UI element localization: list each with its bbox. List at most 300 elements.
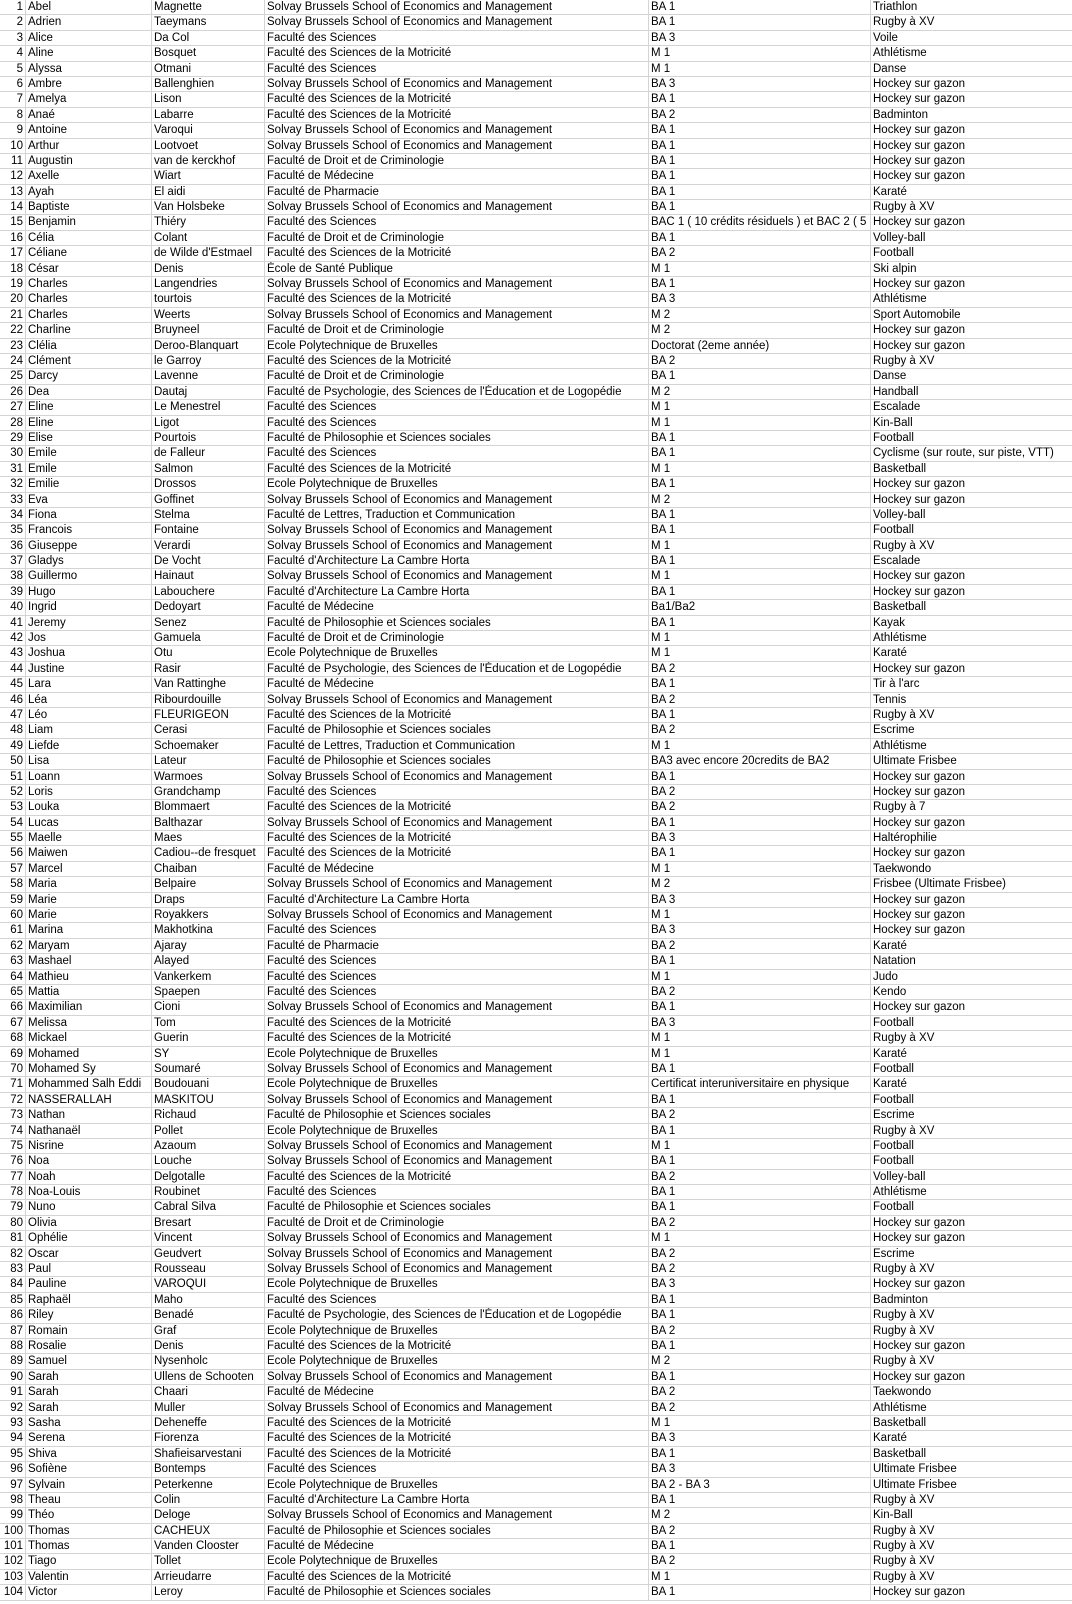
last-name-cell[interactable]: Ligot: [152, 416, 265, 430]
faculty-cell[interactable]: Faculté de Philosophie et Sciences sociales: [265, 1200, 649, 1214]
faculty-cell[interactable]: Ecole Polytechnique de Bruxelles: [265, 1277, 649, 1291]
sport-cell[interactable]: Hockey sur gazon: [873, 170, 966, 183]
first-name-cell[interactable]: Serena: [26, 1431, 152, 1445]
faculty-cell[interactable]: Solvay Brussels School of Economics and Management: [265, 1231, 649, 1245]
first-name-cell[interactable]: Maiwen: [26, 846, 152, 860]
row-number[interactable]: 46: [0, 693, 26, 707]
last-name-cell[interactable]: Da Col: [152, 31, 265, 45]
faculty-cell[interactable]: Faculté de Médecine: [265, 600, 649, 614]
study-year-cell[interactable]: BA 2: [649, 785, 871, 799]
row-number[interactable]: 21: [0, 308, 26, 322]
last-name-cell[interactable]: Ribourdouille: [152, 693, 265, 707]
last-name-cell[interactable]: Maes: [152, 831, 265, 845]
sport-cell[interactable]: Basketball: [873, 1416, 927, 1429]
sport-cell[interactable]: Karaté: [873, 1078, 907, 1091]
sport-cell[interactable]: Hockey sur gazon: [873, 339, 966, 352]
faculty-cell[interactable]: Faculté des Sciences de la Motricité: [265, 1416, 649, 1430]
faculty-cell[interactable]: Faculté des Sciences: [265, 970, 649, 984]
faculty-cell[interactable]: Faculté des Sciences: [265, 416, 649, 430]
first-name-cell[interactable]: Liefde: [26, 739, 152, 753]
last-name-cell[interactable]: Geudvert: [152, 1247, 265, 1261]
first-name-cell[interactable]: Ambre: [26, 77, 152, 91]
study-year-cell[interactable]: M 1: [649, 1570, 871, 1584]
sport-cell[interactable]: Rugby à XV: [873, 708, 935, 721]
sport-cell[interactable]: Karaté: [873, 1047, 907, 1060]
sport-cell[interactable]: Escrime: [873, 724, 915, 737]
study-year-cell[interactable]: BA 2: [649, 1108, 871, 1122]
study-year-cell[interactable]: BA 2 - BA 3: [649, 1478, 871, 1492]
faculty-cell[interactable]: Solvay Brussels School of Economics and Management: [265, 523, 649, 537]
first-name-cell[interactable]: Francois: [26, 523, 152, 537]
faculty-cell[interactable]: Faculté de Droit et de Criminologie: [265, 1216, 649, 1230]
faculty-cell[interactable]: Faculté des Sciences de la Motricité: [265, 462, 649, 476]
row-number[interactable]: 80: [0, 1216, 26, 1230]
study-year-cell[interactable]: BA 2: [649, 1385, 871, 1399]
last-name-cell[interactable]: Chaari: [152, 1385, 265, 1399]
last-name-cell[interactable]: Otu: [152, 646, 265, 660]
row-number[interactable]: 87: [0, 1324, 26, 1338]
faculty-cell[interactable]: Faculté des Sciences: [265, 446, 649, 460]
sport-cell[interactable]: Hockey sur gazon: [873, 1370, 966, 1383]
faculty-cell[interactable]: Solvay Brussels School of Economics and Management: [265, 1062, 649, 1076]
study-year-cell[interactable]: BA 2: [649, 1216, 871, 1230]
first-name-cell[interactable]: Charline: [26, 323, 152, 337]
first-name-cell[interactable]: Clément: [26, 354, 152, 368]
first-name-cell[interactable]: Ayah: [26, 185, 152, 199]
row-number[interactable]: 104: [0, 1585, 26, 1599]
first-name-cell[interactable]: Dea: [26, 385, 152, 399]
last-name-cell[interactable]: van de kerckhof: [152, 154, 265, 168]
faculty-cell[interactable]: Solvay Brussels School of Economics and Management: [265, 0, 649, 14]
first-name-cell[interactable]: Benjamin: [26, 215, 152, 229]
faculty-cell[interactable]: Faculté des Sciences de la Motricité: [265, 1031, 649, 1045]
last-name-cell[interactable]: Ullens de Schooten: [152, 1370, 265, 1384]
row-number[interactable]: 67: [0, 1016, 26, 1030]
study-year-cell[interactable]: BAC 1 ( 10 crédits résiduels ) et BAC 2 ( 5: [649, 215, 871, 229]
first-name-cell[interactable]: Sarah: [26, 1401, 152, 1415]
first-name-cell[interactable]: Anaé: [26, 108, 152, 122]
row-number[interactable]: 32: [0, 477, 26, 491]
first-name-cell[interactable]: Maria: [26, 877, 152, 891]
last-name-cell[interactable]: Peterkenne: [152, 1478, 265, 1492]
row-number[interactable]: 11: [0, 154, 26, 168]
study-year-cell[interactable]: BA 1: [649, 616, 871, 630]
row-number[interactable]: 78: [0, 1185, 26, 1199]
first-name-cell[interactable]: Eline: [26, 400, 152, 414]
study-year-cell[interactable]: BA 1: [649, 1293, 871, 1307]
last-name-cell[interactable]: MASKITOU: [152, 1093, 265, 1107]
first-name-cell[interactable]: Mohammed Salh Eddi: [26, 1077, 152, 1091]
first-name-cell[interactable]: Louka: [26, 800, 152, 814]
last-name-cell[interactable]: Otmani: [152, 62, 265, 76]
sport-cell[interactable]: Hockey sur gazon: [873, 570, 966, 583]
first-name-cell[interactable]: Abel: [26, 0, 152, 14]
study-year-cell[interactable]: BA 1: [649, 1000, 871, 1014]
first-name-cell[interactable]: Oscar: [26, 1247, 152, 1261]
first-name-cell[interactable]: Nisrine: [26, 1139, 152, 1153]
sport-cell[interactable]: Sport Automobile: [873, 308, 961, 321]
first-name-cell[interactable]: Maryam: [26, 939, 152, 953]
sport-cell[interactable]: Hockey sur gazon: [873, 77, 966, 90]
last-name-cell[interactable]: Schoemaker: [152, 739, 265, 753]
study-year-cell[interactable]: M 2: [649, 308, 871, 322]
study-year-cell[interactable]: BA 1: [649, 554, 871, 568]
sport-cell[interactable]: Hockey sur gazon: [873, 924, 966, 937]
study-year-cell[interactable]: BA 1: [649, 1200, 871, 1214]
sport-cell[interactable]: Rugby à XV: [873, 1570, 935, 1583]
study-year-cell[interactable]: BA 1: [649, 1370, 871, 1384]
study-year-cell[interactable]: BA 1: [649, 169, 871, 183]
last-name-cell[interactable]: de Falleur: [152, 446, 265, 460]
first-name-cell[interactable]: Ophélie: [26, 1231, 152, 1245]
sport-cell[interactable]: Athlétisme: [873, 739, 927, 752]
last-name-cell[interactable]: Bosquet: [152, 46, 265, 60]
row-number[interactable]: 5: [0, 62, 26, 76]
first-name-cell[interactable]: Maelle: [26, 831, 152, 845]
study-year-cell[interactable]: BA 1: [649, 508, 871, 522]
study-year-cell[interactable]: M 2: [649, 493, 871, 507]
study-year-cell[interactable]: BA 3: [649, 292, 871, 306]
last-name-cell[interactable]: Chaiban: [152, 862, 265, 876]
study-year-cell[interactable]: BA 1: [649, 585, 871, 599]
sport-cell[interactable]: Ultimate Frisbee: [873, 755, 957, 768]
first-name-cell[interactable]: Gladys: [26, 554, 152, 568]
faculty-cell[interactable]: Faculté des Sciences: [265, 923, 649, 937]
row-number[interactable]: 90: [0, 1370, 26, 1384]
study-year-cell[interactable]: BA 2: [649, 354, 871, 368]
sport-cell[interactable]: Tennis: [873, 693, 907, 706]
first-name-cell[interactable]: Axelle: [26, 169, 152, 183]
faculty-cell[interactable]: Faculté de Droit et de Criminologie: [265, 154, 649, 168]
faculty-cell[interactable]: Faculté de Philosophie et Sciences sociales: [265, 616, 649, 630]
faculty-cell[interactable]: Faculté de Médecine: [265, 169, 649, 183]
faculty-cell[interactable]: Faculté de Pharmacie: [265, 185, 649, 199]
last-name-cell[interactable]: Blommaert: [152, 800, 265, 814]
row-number[interactable]: 24: [0, 354, 26, 368]
row-number[interactable]: 13: [0, 185, 26, 199]
faculty-cell[interactable]: Faculté des Sciences: [265, 215, 649, 229]
faculty-cell[interactable]: Faculté des Sciences de la Motricité: [265, 1016, 649, 1030]
row-number[interactable]: 2: [0, 15, 26, 29]
study-year-cell[interactable]: BA 1: [649, 1185, 871, 1199]
study-year-cell[interactable]: BA 2: [649, 723, 871, 737]
first-name-cell[interactable]: Darcy: [26, 369, 152, 383]
first-name-cell[interactable]: Nathan: [26, 1108, 152, 1122]
first-name-cell[interactable]: Thomas: [26, 1539, 152, 1553]
study-year-cell[interactable]: BA 1: [649, 200, 871, 214]
faculty-cell[interactable]: Faculté de Droit et de Criminologie: [265, 631, 649, 645]
row-number[interactable]: 89: [0, 1354, 26, 1368]
sport-cell[interactable]: Haltérophilie: [873, 832, 937, 845]
sport-cell[interactable]: Hockey sur gazon: [873, 785, 966, 798]
study-year-cell[interactable]: M 1: [649, 262, 871, 276]
sport-cell[interactable]: Escrime: [873, 1109, 915, 1122]
last-name-cell[interactable]: Varoqui: [152, 123, 265, 137]
sport-cell[interactable]: Karaté: [873, 185, 907, 198]
faculty-cell[interactable]: Faculté des Sciences: [265, 31, 649, 45]
sport-cell[interactable]: Rugby à XV: [873, 16, 935, 29]
last-name-cell[interactable]: tourtois: [152, 292, 265, 306]
last-name-cell[interactable]: Warmoes: [152, 770, 265, 784]
row-number[interactable]: 31: [0, 462, 26, 476]
faculty-cell[interactable]: Faculté des Sciences de la Motricité: [265, 46, 649, 60]
last-name-cell[interactable]: Bresart: [152, 1216, 265, 1230]
study-year-cell[interactable]: BA 1: [649, 477, 871, 491]
sport-cell[interactable]: Kayak: [873, 616, 905, 629]
first-name-cell[interactable]: Eline: [26, 416, 152, 430]
row-number[interactable]: 84: [0, 1277, 26, 1291]
faculty-cell[interactable]: Ecole Polytechnique de Bruxelles: [265, 477, 649, 491]
row-number[interactable]: 75: [0, 1139, 26, 1153]
faculty-cell[interactable]: Solvay Brussels School of Economics and Management: [265, 770, 649, 784]
study-year-cell[interactable]: BA 1: [649, 154, 871, 168]
faculty-cell[interactable]: Faculté des Sciences: [265, 400, 649, 414]
last-name-cell[interactable]: Ajaray: [152, 939, 265, 953]
last-name-cell[interactable]: Grandchamp: [152, 785, 265, 799]
row-number[interactable]: 98: [0, 1493, 26, 1507]
sport-cell[interactable]: Taekwondo: [873, 862, 932, 875]
faculty-cell[interactable]: Faculté de Philosophie et Sciences sociales: [265, 754, 649, 768]
sport-cell[interactable]: Karaté: [873, 647, 907, 660]
last-name-cell[interactable]: Draps: [152, 893, 265, 907]
faculty-cell[interactable]: Faculté des Sciences de la Motricité: [265, 708, 649, 722]
row-number[interactable]: 27: [0, 400, 26, 414]
first-name-cell[interactable]: Noah: [26, 1170, 152, 1184]
row-number[interactable]: 55: [0, 831, 26, 845]
first-name-cell[interactable]: Jeremy: [26, 616, 152, 630]
sport-cell[interactable]: Football: [873, 1016, 914, 1029]
last-name-cell[interactable]: Hainaut: [152, 569, 265, 583]
row-number[interactable]: 99: [0, 1508, 26, 1522]
sport-cell[interactable]: Hockey sur gazon: [873, 1586, 966, 1599]
faculty-cell[interactable]: Faculté des Sciences: [265, 1293, 649, 1307]
row-number[interactable]: 50: [0, 754, 26, 768]
study-year-cell[interactable]: BA 1: [649, 1447, 871, 1461]
row-number[interactable]: 57: [0, 862, 26, 876]
study-year-cell[interactable]: M 1: [649, 569, 871, 583]
first-name-cell[interactable]: Liam: [26, 723, 152, 737]
sport-cell[interactable]: Frisbee (Ultimate Frisbee): [873, 878, 1006, 891]
study-year-cell[interactable]: M 1: [649, 739, 871, 753]
sport-cell[interactable]: Tir à l'arc: [873, 678, 920, 691]
last-name-cell[interactable]: CACHEUX: [152, 1524, 265, 1538]
row-number[interactable]: 72: [0, 1093, 26, 1107]
study-year-cell[interactable]: BA 1: [649, 0, 871, 14]
sport-cell[interactable]: Volley-ball: [873, 508, 926, 521]
first-name-cell[interactable]: Clélia: [26, 339, 152, 353]
study-year-cell[interactable]: M 1: [649, 970, 871, 984]
sport-cell[interactable]: Rugby à XV: [873, 201, 935, 214]
row-number[interactable]: 42: [0, 631, 26, 645]
first-name-cell[interactable]: Tiago: [26, 1554, 152, 1568]
first-name-cell[interactable]: Antoine: [26, 123, 152, 137]
sport-cell[interactable]: Hockey sur gazon: [873, 770, 966, 783]
faculty-cell[interactable]: Solvay Brussels School of Economics and Management: [265, 123, 649, 137]
faculty-cell[interactable]: Faculté de Psychologie, des Sciences de l'Éducation et de Logopédie: [265, 385, 649, 399]
sport-cell[interactable]: Rugby à XV: [873, 539, 935, 552]
faculty-cell[interactable]: Faculté des Sciences: [265, 62, 649, 76]
first-name-cell[interactable]: Victor: [26, 1585, 152, 1599]
last-name-cell[interactable]: Vankerkem: [152, 970, 265, 984]
study-year-cell[interactable]: BA 1: [649, 185, 871, 199]
faculty-cell[interactable]: Faculté des Sciences de la Motricité: [265, 1570, 649, 1584]
first-name-cell[interactable]: Lisa: [26, 754, 152, 768]
sport-cell[interactable]: Hockey sur gazon: [873, 139, 966, 152]
study-year-cell[interactable]: BA 3: [649, 1431, 871, 1445]
sport-cell[interactable]: Athlétisme: [873, 47, 927, 60]
first-name-cell[interactable]: Mashael: [26, 954, 152, 968]
last-name-cell[interactable]: Soumaré: [152, 1062, 265, 1076]
first-name-cell[interactable]: Paul: [26, 1262, 152, 1276]
first-name-cell[interactable]: Fiona: [26, 508, 152, 522]
row-number[interactable]: 28: [0, 416, 26, 430]
row-number[interactable]: 96: [0, 1462, 26, 1476]
study-year-cell[interactable]: M 1: [649, 646, 871, 660]
row-number[interactable]: 61: [0, 923, 26, 937]
row-number[interactable]: 71: [0, 1077, 26, 1091]
row-number[interactable]: 10: [0, 139, 26, 153]
last-name-cell[interactable]: VAROQUI: [152, 1277, 265, 1291]
row-number[interactable]: 8: [0, 108, 26, 122]
faculty-cell[interactable]: Faculté de Médecine: [265, 1539, 649, 1553]
study-year-cell[interactable]: BA 3: [649, 31, 871, 45]
first-name-cell[interactable]: Sarah: [26, 1370, 152, 1384]
last-name-cell[interactable]: Dautaj: [152, 385, 265, 399]
last-name-cell[interactable]: Colin: [152, 1493, 265, 1507]
study-year-cell[interactable]: BA 1: [649, 708, 871, 722]
study-year-cell[interactable]: M 2: [649, 323, 871, 337]
row-number[interactable]: 4: [0, 46, 26, 60]
last-name-cell[interactable]: Tom: [152, 1016, 265, 1030]
sport-cell[interactable]: Football: [873, 431, 914, 444]
sport-cell[interactable]: Karaté: [873, 939, 907, 952]
study-year-cell[interactable]: BA 1: [649, 431, 871, 445]
row-number[interactable]: 66: [0, 1000, 26, 1014]
first-name-cell[interactable]: Eva: [26, 493, 152, 507]
last-name-cell[interactable]: Dedoyart: [152, 600, 265, 614]
row-number[interactable]: 7: [0, 92, 26, 106]
study-year-cell[interactable]: M 1: [649, 908, 871, 922]
last-name-cell[interactable]: Alayed: [152, 954, 265, 968]
faculty-cell[interactable]: Faculté des Sciences: [265, 1185, 649, 1199]
row-number[interactable]: 51: [0, 770, 26, 784]
faculty-cell[interactable]: Solvay Brussels School of Economics and Management: [265, 1093, 649, 1107]
row-number[interactable]: 76: [0, 1154, 26, 1168]
last-name-cell[interactable]: Belpaire: [152, 877, 265, 891]
sport-cell[interactable]: Hockey sur gazon: [873, 1278, 966, 1291]
first-name-cell[interactable]: Léo: [26, 708, 152, 722]
study-year-cell[interactable]: BA 2: [649, 800, 871, 814]
study-year-cell[interactable]: BA 1: [649, 816, 871, 830]
sport-cell[interactable]: Hockey sur gazon: [873, 893, 966, 906]
faculty-cell[interactable]: Faculté de Lettres, Traduction et Communication: [265, 508, 649, 522]
first-name-cell[interactable]: Marina: [26, 923, 152, 937]
last-name-cell[interactable]: Deheneffe: [152, 1416, 265, 1430]
last-name-cell[interactable]: Lavenne: [152, 369, 265, 383]
sport-cell[interactable]: Hockey sur gazon: [873, 662, 966, 675]
sport-cell[interactable]: Hockey sur gazon: [873, 1216, 966, 1229]
first-name-cell[interactable]: Valentin: [26, 1570, 152, 1584]
sport-cell[interactable]: Hockey sur gazon: [873, 278, 966, 291]
faculty-cell[interactable]: Faculté de Philosophie et Sciences sociales: [265, 431, 649, 445]
sport-cell[interactable]: Hockey sur gazon: [873, 493, 966, 506]
row-number[interactable]: 58: [0, 877, 26, 891]
study-year-cell[interactable]: M 1: [649, 400, 871, 414]
first-name-cell[interactable]: Justine: [26, 662, 152, 676]
row-number[interactable]: 30: [0, 446, 26, 460]
study-year-cell[interactable]: BA 1: [649, 139, 871, 153]
faculty-cell[interactable]: Solvay Brussels School of Economics and Management: [265, 569, 649, 583]
sport-cell[interactable]: Natation: [873, 955, 916, 968]
first-name-cell[interactable]: Célia: [26, 231, 152, 245]
sport-cell[interactable]: Kendo: [873, 986, 907, 998]
study-year-cell[interactable]: BA 1: [649, 92, 871, 106]
last-name-cell[interactable]: De Vocht: [152, 554, 265, 568]
first-name-cell[interactable]: Charles: [26, 308, 152, 322]
last-name-cell[interactable]: Vanden Clooster: [152, 1539, 265, 1553]
last-name-cell[interactable]: Thiéry: [152, 215, 265, 229]
faculty-cell[interactable]: Faculté de Philosophie et Sciences sociales: [265, 723, 649, 737]
last-name-cell[interactable]: Colant: [152, 231, 265, 245]
study-year-cell[interactable]: M 2: [649, 877, 871, 891]
faculty-cell[interactable]: Faculté des Sciences: [265, 785, 649, 799]
faculty-cell[interactable]: Solvay Brussels School of Economics and Management: [265, 308, 649, 322]
last-name-cell[interactable]: Delgotalle: [152, 1170, 265, 1184]
study-year-cell[interactable]: BA 2: [649, 246, 871, 260]
study-year-cell[interactable]: BA 2: [649, 1324, 871, 1338]
first-name-cell[interactable]: Charles: [26, 277, 152, 291]
sport-cell[interactable]: Volley-ball: [873, 231, 926, 244]
study-year-cell[interactable]: BA 1: [649, 1585, 871, 1599]
first-name-cell[interactable]: Lucas: [26, 816, 152, 830]
first-name-cell[interactable]: Pauline: [26, 1277, 152, 1291]
sport-cell[interactable]: Escalade: [873, 401, 921, 414]
sport-cell[interactable]: Athlétisme: [873, 1401, 927, 1414]
first-name-cell[interactable]: Mohamed Sy: [26, 1062, 152, 1076]
last-name-cell[interactable]: Maho: [152, 1293, 265, 1307]
row-number[interactable]: 45: [0, 677, 26, 691]
row-number[interactable]: 102: [0, 1554, 26, 1568]
faculty-cell[interactable]: Faculté de Philosophie et Sciences sociales: [265, 1108, 649, 1122]
row-number[interactable]: 12: [0, 169, 26, 183]
first-name-cell[interactable]: Marie: [26, 893, 152, 907]
row-number[interactable]: 26: [0, 385, 26, 399]
first-name-cell[interactable]: Léa: [26, 693, 152, 707]
sport-cell[interactable]: Escalade: [873, 555, 921, 568]
last-name-cell[interactable]: Pourtois: [152, 431, 265, 445]
row-number[interactable]: 48: [0, 723, 26, 737]
study-year-cell[interactable]: BA 1: [649, 369, 871, 383]
last-name-cell[interactable]: Richaud: [152, 1108, 265, 1122]
row-number[interactable]: 103: [0, 1570, 26, 1584]
faculty-cell[interactable]: Solvay Brussels School of Economics and Management: [265, 1154, 649, 1168]
faculty-cell[interactable]: Faculté des Sciences de la Motricité: [265, 354, 649, 368]
first-name-cell[interactable]: Riley: [26, 1308, 152, 1322]
study-year-cell[interactable]: BA 1: [649, 677, 871, 691]
faculty-cell[interactable]: Faculté de Psychologie, des Sciences de l'Éducation et de Logopédie: [265, 662, 649, 676]
row-number[interactable]: 93: [0, 1416, 26, 1430]
sport-cell[interactable]: Football: [873, 1093, 914, 1106]
study-year-cell[interactable]: BA 2: [649, 1554, 871, 1568]
study-year-cell[interactable]: BA 1: [649, 1339, 871, 1353]
sport-cell[interactable]: Hockey sur gazon: [873, 1232, 966, 1245]
first-name-cell[interactable]: Emile: [26, 462, 152, 476]
sport-cell[interactable]: Danse: [873, 62, 907, 75]
first-name-cell[interactable]: Alyssa: [26, 62, 152, 76]
first-name-cell[interactable]: Adrien: [26, 15, 152, 29]
faculty-cell[interactable]: Faculté de Droit et de Criminologie: [265, 231, 649, 245]
study-year-cell[interactable]: BA 1: [649, 1154, 871, 1168]
